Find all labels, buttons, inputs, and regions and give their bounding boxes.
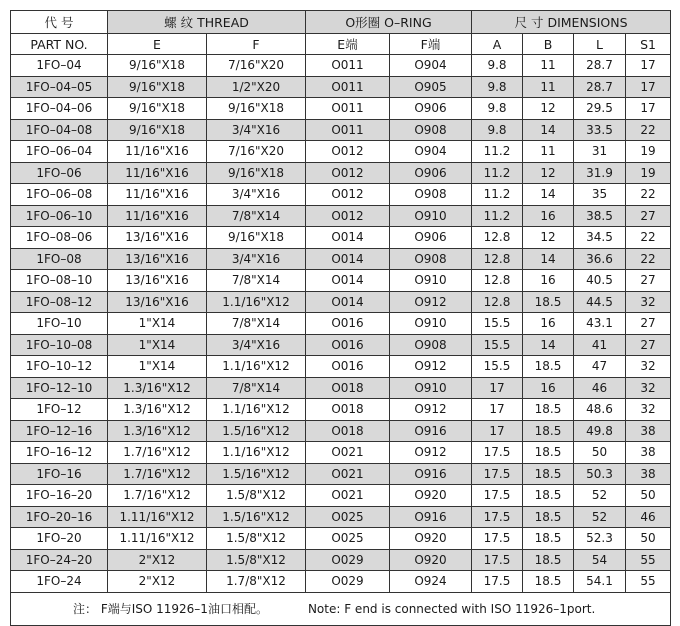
cell-thread-f: 1.1/16"X12 xyxy=(207,442,306,464)
cell-dim-b: 14 xyxy=(523,334,574,356)
cell-dim-a: 15.5 xyxy=(472,356,523,378)
cell-oring-f: O920 xyxy=(390,528,472,550)
cell-thread-f: 9/16"X18 xyxy=(207,98,306,120)
cell-thread-e: 9/16"X18 xyxy=(108,98,207,120)
cell-oring-e: O012 xyxy=(306,141,390,163)
cell-dim-a: 12.8 xyxy=(472,248,523,270)
cell-oring-f: O908 xyxy=(390,334,472,356)
table-row xyxy=(11,270,671,292)
cell-thread-f: 1.5/8"X12 xyxy=(207,485,306,507)
table-row xyxy=(11,399,671,421)
cell-oring-f: O904 xyxy=(390,55,472,77)
cell-thread-f: 1.1/16"X12 xyxy=(207,399,306,421)
cell-thread-f: 3/4"X16 xyxy=(207,334,306,356)
cell-dim-l: 52 xyxy=(574,506,626,528)
cell-thread-f: 7/8"X14 xyxy=(207,205,306,227)
cell-oring-e: O011 xyxy=(306,98,390,120)
cell-dim-a: 9.8 xyxy=(472,55,523,77)
cell-oring-e: O016 xyxy=(306,313,390,335)
cell-oring-f: O905 xyxy=(390,76,472,98)
cell-dim-b: 11 xyxy=(523,55,574,77)
cell-part-no: 1FO–20–16 xyxy=(11,506,108,528)
cell-dim-a: 17 xyxy=(472,420,523,442)
header-row-main xyxy=(11,11,671,34)
cell-part-no: 1FO–04–08 xyxy=(11,119,108,141)
table-row xyxy=(11,76,671,98)
cell-dim-a: 12.8 xyxy=(472,227,523,249)
table-body xyxy=(11,55,671,593)
cell-dim-l: 43.1 xyxy=(574,313,626,335)
cell-dim-s1: 19 xyxy=(626,141,671,163)
cell-dim-s1: 55 xyxy=(626,549,671,571)
cell-dim-a: 17 xyxy=(472,377,523,399)
cell-thread-f: 7/8"X14 xyxy=(207,313,306,335)
cell-oring-e: O025 xyxy=(306,528,390,550)
cell-dim-l: 38.5 xyxy=(574,205,626,227)
table-row xyxy=(11,119,671,141)
cell-oring-e: O012 xyxy=(306,162,390,184)
cell-dim-s1: 17 xyxy=(626,76,671,98)
cell-dim-s1: 27 xyxy=(626,205,671,227)
cell-thread-f: 1.1/16"X12 xyxy=(207,291,306,313)
cell-thread-f: 1.5/8"X12 xyxy=(207,528,306,550)
cell-dim-l: 33.5 xyxy=(574,119,626,141)
cell-dim-l: 50.3 xyxy=(574,463,626,485)
cell-thread-e: 1.7/16"X12 xyxy=(108,485,207,507)
cell-dim-s1: 27 xyxy=(626,270,671,292)
cell-dim-b: 16 xyxy=(523,205,574,227)
cell-dim-a: 11.2 xyxy=(472,162,523,184)
cell-dim-l: 31 xyxy=(574,141,626,163)
cell-dim-b: 16 xyxy=(523,270,574,292)
cell-oring-e: O014 xyxy=(306,270,390,292)
table-row xyxy=(11,227,671,249)
table-row xyxy=(11,141,671,163)
cell-oring-f: O912 xyxy=(390,356,472,378)
cell-dim-l: 46 xyxy=(574,377,626,399)
cell-thread-e: 13/16"X16 xyxy=(108,291,207,313)
cell-thread-e: 13/16"X16 xyxy=(108,248,207,270)
cell-oring-e: O011 xyxy=(306,76,390,98)
cell-part-no: 1FO–06–10 xyxy=(11,205,108,227)
header-dimensions: 尺 寸 DIMENSIONS xyxy=(472,11,671,34)
table-row xyxy=(11,528,671,550)
cell-oring-e: O016 xyxy=(306,356,390,378)
cell-oring-f: O920 xyxy=(390,549,472,571)
cell-dim-b: 18.5 xyxy=(523,463,574,485)
cell-dim-b: 18.5 xyxy=(523,399,574,421)
cell-oring-e: O012 xyxy=(306,184,390,206)
cell-part-no: 1FO–08 xyxy=(11,248,108,270)
cell-oring-e: O011 xyxy=(306,55,390,77)
cell-part-no: 1FO–06 xyxy=(11,162,108,184)
header-row-sub xyxy=(11,34,671,55)
cell-dim-s1: 22 xyxy=(626,227,671,249)
cell-oring-e: O016 xyxy=(306,334,390,356)
note-cell xyxy=(11,592,671,625)
cell-oring-e: O021 xyxy=(306,463,390,485)
cell-oring-f: O910 xyxy=(390,377,472,399)
cell-part-no: 1FO–10 xyxy=(11,313,108,335)
cell-dim-b: 12 xyxy=(523,227,574,249)
cell-dim-a: 17.5 xyxy=(472,528,523,550)
table-row xyxy=(11,377,671,399)
cell-oring-f: O910 xyxy=(390,270,472,292)
cell-thread-e: 2"X12 xyxy=(108,549,207,571)
cell-dim-b: 18.5 xyxy=(523,291,574,313)
cell-thread-f: 1.5/8"X12 xyxy=(207,549,306,571)
cell-thread-e: 11/16"X16 xyxy=(108,205,207,227)
cell-oring-f: O912 xyxy=(390,291,472,313)
cell-dim-a: 17.5 xyxy=(472,442,523,464)
table-row xyxy=(11,442,671,464)
cell-oring-e: O021 xyxy=(306,442,390,464)
cell-thread-e: 1"X14 xyxy=(108,313,207,335)
header-thread: 螺 纹 THREAD xyxy=(108,11,306,34)
header-oring: O形圈 O–RING xyxy=(306,11,472,34)
cell-dim-l: 47 xyxy=(574,356,626,378)
table-row xyxy=(11,420,671,442)
table-row xyxy=(11,248,671,270)
cell-part-no: 1FO–24–20 xyxy=(11,549,108,571)
table-row xyxy=(11,334,671,356)
cell-thread-e: 9/16"X18 xyxy=(108,55,207,77)
cell-dim-s1: 32 xyxy=(626,399,671,421)
cell-dim-s1: 22 xyxy=(626,248,671,270)
cell-oring-f: O916 xyxy=(390,463,472,485)
cell-thread-f: 3/4"X16 xyxy=(207,248,306,270)
cell-dim-l: 29.5 xyxy=(574,98,626,120)
note-cn: 注： F端与ISO 11926–1油口相配。 xyxy=(73,602,268,616)
table-row xyxy=(11,313,671,335)
cell-thread-e: 11/16"X16 xyxy=(108,141,207,163)
cell-thread-e: 1.3/16"X12 xyxy=(108,399,207,421)
cell-oring-f: O920 xyxy=(390,485,472,507)
cell-oring-f: O924 xyxy=(390,571,472,593)
cell-dim-l: 34.5 xyxy=(574,227,626,249)
cell-thread-e: 1"X14 xyxy=(108,334,207,356)
cell-thread-f: 1.5/16"X12 xyxy=(207,506,306,528)
cell-dim-a: 17.5 xyxy=(472,571,523,593)
cell-thread-f: 1.5/16"X12 xyxy=(207,463,306,485)
header-oring-e: E端 xyxy=(306,34,390,55)
cell-dim-l: 36.6 xyxy=(574,248,626,270)
cell-thread-e: 1.3/16"X12 xyxy=(108,377,207,399)
cell-dim-s1: 22 xyxy=(626,119,671,141)
cell-dim-l: 54.1 xyxy=(574,571,626,593)
table-row xyxy=(11,571,671,593)
cell-thread-e: 2"X12 xyxy=(108,571,207,593)
cell-oring-f: O908 xyxy=(390,119,472,141)
cell-part-no: 1FO–08–12 xyxy=(11,291,108,313)
cell-oring-e: O029 xyxy=(306,571,390,593)
cell-oring-f: O906 xyxy=(390,227,472,249)
cell-part-no: 1FO–12 xyxy=(11,399,108,421)
cell-dim-a: 9.8 xyxy=(472,119,523,141)
cell-dim-a: 11.2 xyxy=(472,205,523,227)
cell-dim-a: 12.8 xyxy=(472,291,523,313)
cell-dim-l: 31.9 xyxy=(574,162,626,184)
cell-oring-f: O912 xyxy=(390,399,472,421)
cell-oring-e: O014 xyxy=(306,227,390,249)
cell-oring-f: O906 xyxy=(390,162,472,184)
cell-dim-s1: 19 xyxy=(626,162,671,184)
cell-dim-l: 52.3 xyxy=(574,528,626,550)
cell-thread-f: 7/16"X20 xyxy=(207,55,306,77)
cell-thread-e: 1.11/16"X12 xyxy=(108,528,207,550)
header-dim-l: L xyxy=(574,34,626,55)
cell-dim-s1: 55 xyxy=(626,571,671,593)
cell-oring-f: O910 xyxy=(390,205,472,227)
cell-dim-s1: 32 xyxy=(626,377,671,399)
cell-dim-b: 11 xyxy=(523,141,574,163)
note-en: Note: F end is connected with ISO 11926–1port. xyxy=(307,602,596,616)
cell-thread-f: 1.1/16"X12 xyxy=(207,356,306,378)
table-row xyxy=(11,98,671,120)
cell-oring-f: O916 xyxy=(390,506,472,528)
cell-dim-b: 12 xyxy=(523,98,574,120)
cell-dim-b: 18.5 xyxy=(523,549,574,571)
cell-dim-b: 16 xyxy=(523,377,574,399)
cell-thread-e: 9/16"X18 xyxy=(108,119,207,141)
cell-dim-b: 14 xyxy=(523,119,574,141)
cell-oring-e: O011 xyxy=(306,119,390,141)
cell-dim-l: 28.7 xyxy=(574,76,626,98)
cell-thread-f: 1.5/16"X12 xyxy=(207,420,306,442)
cell-oring-e: O021 xyxy=(306,485,390,507)
cell-dim-b: 16 xyxy=(523,313,574,335)
cell-dim-a: 11.2 xyxy=(472,184,523,206)
cell-thread-e: 11/16"X16 xyxy=(108,184,207,206)
cell-thread-e: 13/16"X16 xyxy=(108,270,207,292)
cell-dim-b: 12 xyxy=(523,162,574,184)
cell-dim-s1: 50 xyxy=(626,485,671,507)
table-row xyxy=(11,549,671,571)
cell-dim-s1: 27 xyxy=(626,334,671,356)
cell-thread-e: 1.3/16"X12 xyxy=(108,420,207,442)
table-row xyxy=(11,291,671,313)
cell-oring-e: O012 xyxy=(306,205,390,227)
cell-dim-a: 17.5 xyxy=(472,485,523,507)
header-dim-s1: S1 xyxy=(626,34,671,55)
cell-dim-b: 18.5 xyxy=(523,420,574,442)
cell-dim-s1: 38 xyxy=(626,463,671,485)
table-row xyxy=(11,463,671,485)
cell-dim-b: 18.5 xyxy=(523,442,574,464)
cell-oring-f: O908 xyxy=(390,248,472,270)
cell-oring-f: O912 xyxy=(390,442,472,464)
header-part-no: PART NO. xyxy=(11,34,108,55)
cell-part-no: 1FO–20 xyxy=(11,528,108,550)
cell-dim-b: 18.5 xyxy=(523,485,574,507)
cell-part-no: 1FO–16–12 xyxy=(11,442,108,464)
cell-oring-e: O018 xyxy=(306,420,390,442)
header-thread-e: E xyxy=(108,34,207,55)
cell-dim-b: 18.5 xyxy=(523,506,574,528)
note-row xyxy=(11,592,671,625)
cell-part-no: 1FO–16–20 xyxy=(11,485,108,507)
cell-oring-f: O916 xyxy=(390,420,472,442)
cell-dim-s1: 17 xyxy=(626,98,671,120)
cell-dim-b: 18.5 xyxy=(523,356,574,378)
cell-dim-a: 17.5 xyxy=(472,463,523,485)
cell-oring-e: O025 xyxy=(306,506,390,528)
cell-dim-l: 52 xyxy=(574,485,626,507)
cell-dim-s1: 38 xyxy=(626,420,671,442)
cell-dim-s1: 32 xyxy=(626,356,671,378)
cell-part-no: 1FO–24 xyxy=(11,571,108,593)
cell-thread-e: 1.7/16"X12 xyxy=(108,442,207,464)
cell-thread-f: 1/2"X20 xyxy=(207,76,306,98)
table-row xyxy=(11,485,671,507)
cell-dim-l: 48.6 xyxy=(574,399,626,421)
cell-dim-b: 14 xyxy=(523,184,574,206)
cell-dim-b: 18.5 xyxy=(523,528,574,550)
cell-dim-s1: 17 xyxy=(626,55,671,77)
cell-thread-f: 7/8"X14 xyxy=(207,377,306,399)
cell-oring-e: O029 xyxy=(306,549,390,571)
cell-thread-e: 11/16"X16 xyxy=(108,162,207,184)
spec-table xyxy=(10,10,671,626)
table-row xyxy=(11,506,671,528)
cell-part-no: 1FO–04–05 xyxy=(11,76,108,98)
cell-dim-l: 49.8 xyxy=(574,420,626,442)
table-row xyxy=(11,55,671,77)
spec-table-container xyxy=(10,10,670,626)
cell-part-no: 1FO–10–08 xyxy=(11,334,108,356)
table-row xyxy=(11,184,671,206)
cell-dim-a: 15.5 xyxy=(472,334,523,356)
table-row xyxy=(11,205,671,227)
cell-dim-l: 40.5 xyxy=(574,270,626,292)
cell-thread-e: 9/16"X18 xyxy=(108,76,207,98)
cell-thread-e: 1"X14 xyxy=(108,356,207,378)
cell-dim-a: 11.2 xyxy=(472,141,523,163)
cell-dim-l: 35 xyxy=(574,184,626,206)
cell-thread-e: 1.7/16"X12 xyxy=(108,463,207,485)
cell-part-no: 1FO–06–08 xyxy=(11,184,108,206)
cell-part-no: 1FO–08–10 xyxy=(11,270,108,292)
table-row xyxy=(11,356,671,378)
cell-thread-e: 13/16"X16 xyxy=(108,227,207,249)
cell-dim-l: 50 xyxy=(574,442,626,464)
header-dim-a: A xyxy=(472,34,523,55)
cell-dim-l: 28.7 xyxy=(574,55,626,77)
cell-dim-b: 18.5 xyxy=(523,571,574,593)
cell-part-no: 1FO–04–06 xyxy=(11,98,108,120)
cell-dim-a: 9.8 xyxy=(472,98,523,120)
cell-oring-e: O018 xyxy=(306,399,390,421)
table-row xyxy=(11,162,671,184)
cell-dim-a: 17.5 xyxy=(472,506,523,528)
cell-dim-l: 54 xyxy=(574,549,626,571)
cell-thread-f: 9/16"X18 xyxy=(207,162,306,184)
cell-part-no: 1FO–12–10 xyxy=(11,377,108,399)
cell-oring-f: O910 xyxy=(390,313,472,335)
cell-dim-s1: 27 xyxy=(626,313,671,335)
cell-dim-a: 15.5 xyxy=(472,313,523,335)
cell-dim-s1: 46 xyxy=(626,506,671,528)
cell-dim-b: 11 xyxy=(523,76,574,98)
cell-oring-f: O904 xyxy=(390,141,472,163)
cell-dim-a: 9.8 xyxy=(472,76,523,98)
cell-thread-f: 7/16"X20 xyxy=(207,141,306,163)
cell-part-no: 1FO–16 xyxy=(11,463,108,485)
cell-dim-b: 14 xyxy=(523,248,574,270)
header-oring-f: F端 xyxy=(390,34,472,55)
cell-dim-a: 17.5 xyxy=(472,549,523,571)
cell-oring-e: O014 xyxy=(306,248,390,270)
cell-dim-s1: 38 xyxy=(626,442,671,464)
cell-thread-f: 3/4"X16 xyxy=(207,119,306,141)
cell-dim-l: 41 xyxy=(574,334,626,356)
cell-dim-a: 17 xyxy=(472,399,523,421)
cell-dim-l: 44.5 xyxy=(574,291,626,313)
cell-thread-f: 1.7/8"X12 xyxy=(207,571,306,593)
header-code-cn: 代 号 xyxy=(11,11,108,34)
cell-dim-s1: 32 xyxy=(626,291,671,313)
cell-oring-f: O908 xyxy=(390,184,472,206)
cell-thread-f: 3/4"X16 xyxy=(207,184,306,206)
cell-part-no: 1FO–08–06 xyxy=(11,227,108,249)
cell-dim-s1: 50 xyxy=(626,528,671,550)
cell-part-no: 1FO–04 xyxy=(11,55,108,77)
header-thread-f: F xyxy=(207,34,306,55)
cell-dim-s1: 22 xyxy=(626,184,671,206)
cell-thread-e: 1.11/16"X12 xyxy=(108,506,207,528)
header-dim-b: B xyxy=(523,34,574,55)
cell-dim-a: 12.8 xyxy=(472,270,523,292)
cell-thread-f: 9/16"X18 xyxy=(207,227,306,249)
cell-thread-f: 7/8"X14 xyxy=(207,270,306,292)
cell-oring-f: O906 xyxy=(390,98,472,120)
cell-oring-e: O014 xyxy=(306,291,390,313)
cell-part-no: 1FO–06–04 xyxy=(11,141,108,163)
cell-part-no: 1FO–12–16 xyxy=(11,420,108,442)
cell-oring-e: O018 xyxy=(306,377,390,399)
cell-part-no: 1FO–10–12 xyxy=(11,356,108,378)
